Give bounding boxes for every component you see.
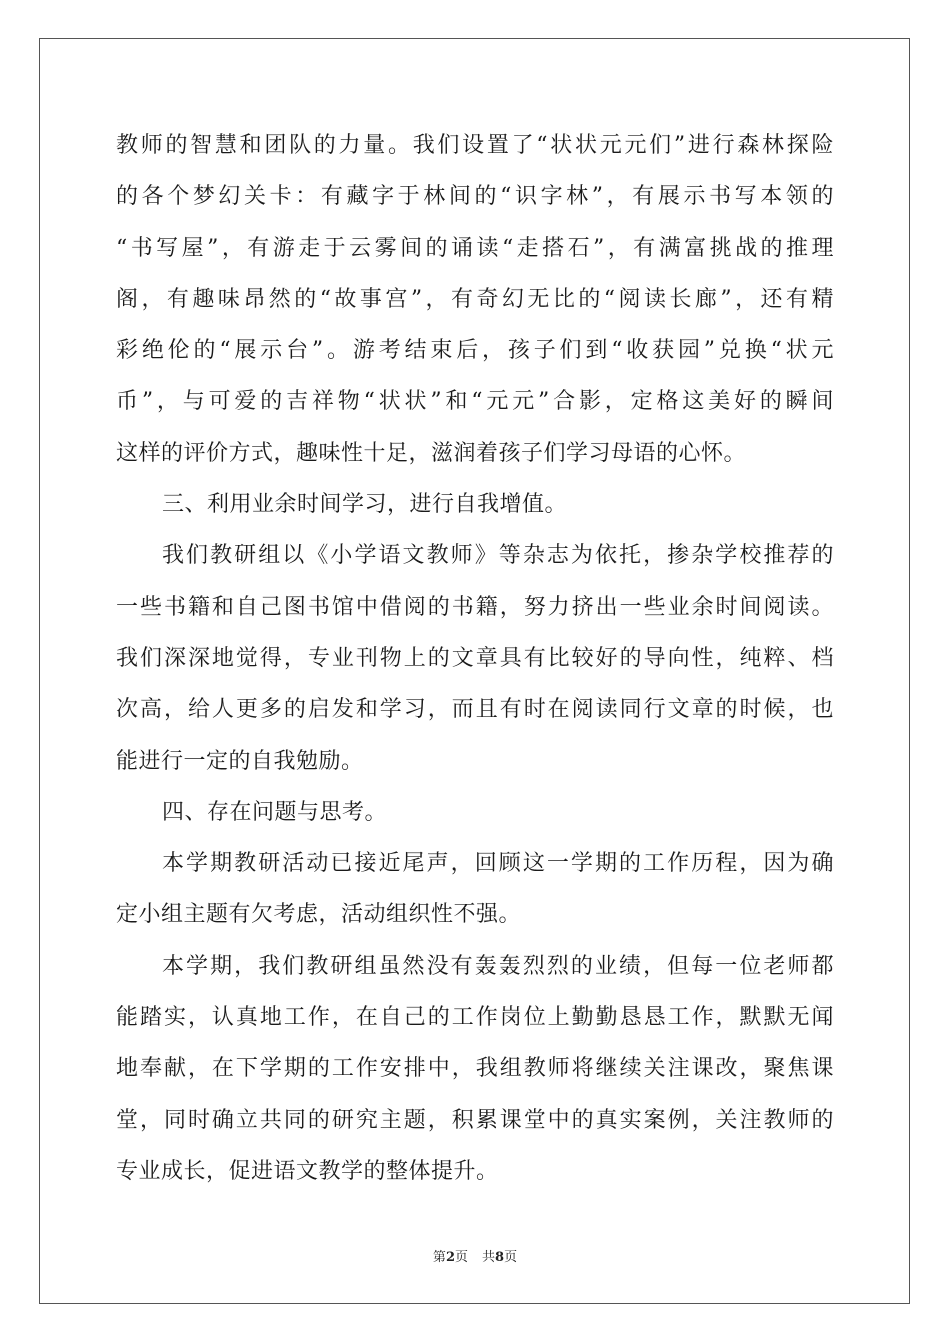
text-line: 次高，给人更多的启发和学习，而且有时在阅读同行文章的时候，也 xyxy=(116,697,834,723)
total-label-prefix: 共 xyxy=(482,1250,496,1265)
text-line: “书写屋”，有游走于云雾间的诵读“走搭石”，有满富挑战的推理 xyxy=(116,235,834,261)
text-line: 彩绝伦的“展示台”。游考结束后，孩子们到“收获园”兑换“状元 xyxy=(116,338,834,364)
text-line: 本学期，我们教研组虽然没有轰轰烈烈的业绩，但每一位老师都 xyxy=(162,953,834,979)
text-line: 这样的评价方式，趣味性十足，滋润着孩子们学习母语的心怀。 xyxy=(116,440,747,466)
text-line: 能进行一定的自我勉励。 xyxy=(116,748,364,774)
text-line: 我们深深地觉得，专业刊物上的文章具有比较好的导向性，纯粹、档 xyxy=(116,645,834,671)
text-line: 的各个梦幻关卡：有藏字于林间的“识字林”，有展示书写本领的 xyxy=(116,184,834,210)
section-heading: 四、存在问题与思考。 xyxy=(162,799,388,825)
document-body xyxy=(116,120,834,1197)
text-line: 地奉献，在下学期的工作安排中，我组教师将继续关注课改，聚焦课 xyxy=(116,1056,834,1082)
page-label-suffix: 页 xyxy=(454,1250,468,1265)
text-line: 能踏实，认真地工作，在自己的工作岗位上勤勤恳恳工作，默默无闻 xyxy=(116,1005,834,1031)
text-line: 我们教研组以《小学语文教师》等杂志为依托，掺杂学校推荐的 xyxy=(162,543,834,569)
text-line: 堂，同时确立共同的研究主题，积累课堂中的真实案例，关注教师的 xyxy=(116,1107,834,1133)
text-line: 币”，与可爱的吉祥物“状状”和“元元”合影，定格这美好的瞬间 xyxy=(116,389,834,415)
text-line: 教师的智慧和团队的力量。我们设置了“状状元元们”进行森林探险 xyxy=(116,133,834,158)
text-line: 阁，有趣味昂然的“故事宫”，有奇幻无比的“阅读长廊”，还有精 xyxy=(116,286,834,312)
page-footer xyxy=(0,1246,950,1265)
text-line: 一些书籍和自己图书馆中借阅的书籍，努力挤出一些业余时间阅读。 xyxy=(116,594,834,620)
page-number: 2 xyxy=(445,1250,455,1265)
section-heading: 三、利用业余时间学习，进行自我增值。 xyxy=(162,492,568,518)
page-label-prefix: 第 xyxy=(432,1250,446,1265)
text-line: 本学期教研活动已接近尾声，回顾这一学期的工作历程，因为确 xyxy=(162,851,834,877)
text-line: 定小组主题有欠考虑，活动组织性不强。 xyxy=(116,902,522,928)
total-label-suffix: 页 xyxy=(504,1250,518,1265)
text-line: 专业成长，促进语文教学的整体提升。 xyxy=(116,1158,499,1184)
total-pages: 8 xyxy=(495,1250,505,1265)
